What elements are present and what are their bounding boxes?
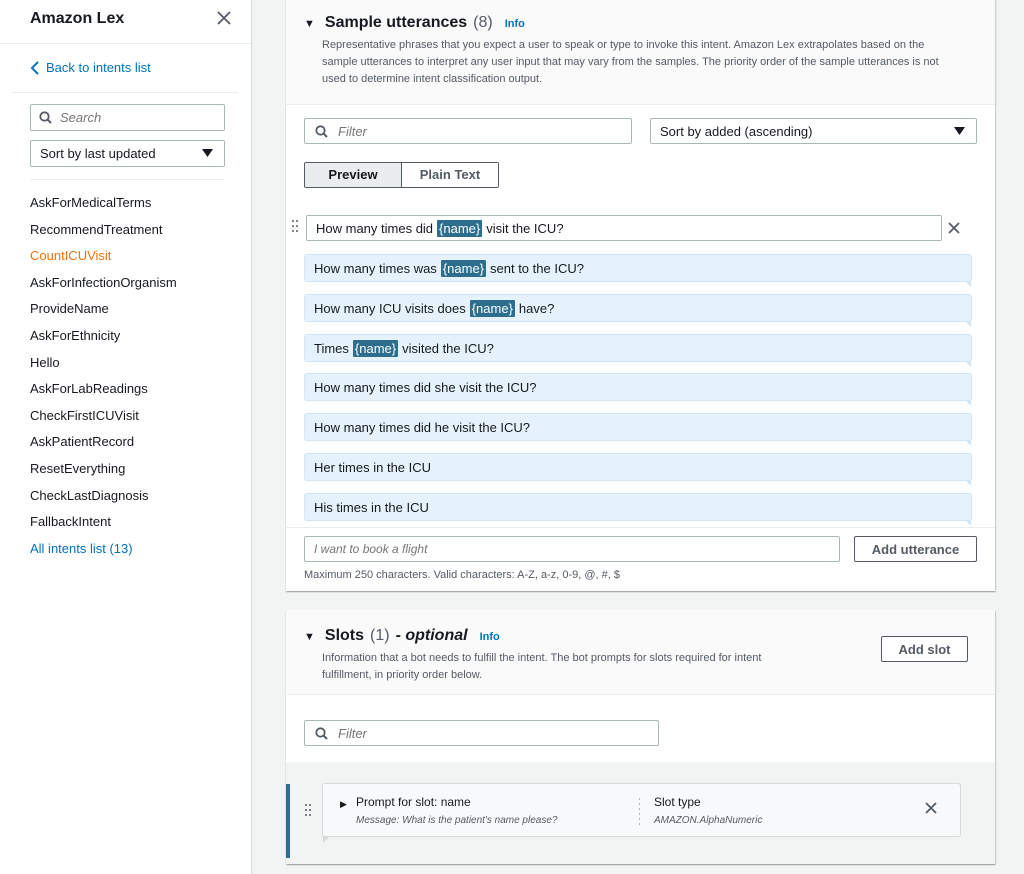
drag-handle-icon[interactable] [291, 219, 299, 233]
utterance-text: How many ICU visits does [314, 300, 466, 316]
intent-item[interactable]: FallbackIntent [30, 514, 111, 530]
utterance-text: sent to the ICU? [490, 260, 584, 276]
intent-item-active[interactable]: CountICUVisit [30, 248, 112, 264]
caret-down-icon [202, 149, 213, 157]
utterance-item[interactable] [304, 493, 972, 521]
section-description: Representative phrases that you expect a user to speak or type to invoke this intent. Amazon Lex extrapolates based on the sample utterances to interpret any user input that may vary from the samples. The priority order of the sample utterances is not used to determine intent classification output. [322, 39, 939, 85]
sidebar-sort-label: Sort by last updated [40, 146, 156, 161]
intent-item[interactable]: AskForEthnicity [30, 327, 121, 343]
utterance-list [286, 202, 995, 528]
search-icon [315, 727, 328, 740]
view-toggle [304, 162, 499, 188]
info-link[interactable]: Info [479, 631, 500, 643]
collapse-triangle-icon[interactable]: ▼ [304, 631, 315, 643]
close-icon[interactable] [214, 8, 234, 28]
divider [12, 92, 238, 93]
utterance-text: visited the ICU? [402, 340, 494, 356]
utterance-text: How many times did [316, 220, 434, 236]
utterance-text: How many times did he visit the ICU? [314, 419, 531, 435]
intent-item[interactable]: AskPatientRecord [30, 434, 135, 450]
slot-type-label: Slot type [654, 795, 701, 809]
collapse-triangle-icon[interactable]: ▼ [304, 18, 315, 30]
sample-utterances-heading [304, 14, 525, 32]
slot-prompt-label: Prompt for slot: name [356, 795, 471, 809]
utterance-count: (8) [473, 14, 493, 31]
new-utterance-input[interactable] [314, 542, 814, 556]
intent-item[interactable]: ResetEverything [30, 460, 126, 476]
slot-type-value: AMAZON.AlphaNumeric [654, 815, 763, 826]
add-slot-button[interactable]: Add slot [881, 636, 968, 662]
utterance-text: Times [314, 340, 349, 356]
intent-item[interactable]: AskForMedicalTerms [30, 195, 152, 210]
divider [639, 798, 640, 826]
utterance-text: visit the ICU? [486, 220, 564, 236]
utterance-item[interactable] [304, 413, 972, 441]
slot-filter[interactable] [304, 720, 659, 746]
expand-triangle-icon[interactable]: ▶ [340, 799, 347, 809]
sidebar-search[interactable] [30, 104, 225, 131]
sample-utterances-panel [286, 0, 995, 591]
slots-panel [286, 610, 995, 864]
new-utterance-field[interactable] [304, 536, 840, 562]
add-utterance-button[interactable]: Add utterance [854, 536, 977, 562]
intent-item[interactable]: ProvideName [30, 301, 109, 317]
utterance-item[interactable] [304, 294, 972, 322]
utterance-filter[interactable] [304, 118, 632, 144]
search-icon [315, 125, 328, 138]
intent-item[interactable]: CheckFirstICUVisit [30, 407, 139, 423]
info-link[interactable]: Info [504, 18, 525, 30]
drag-handle-icon[interactable] [304, 803, 312, 817]
section-title: Slots [324, 627, 365, 644]
back-link-label: Back to intents list [46, 60, 151, 75]
sidebar-sort-select[interactable] [30, 140, 225, 167]
sidebar-header [0, 0, 251, 44]
utterance-sort-label: Sort by added (ascending) [660, 123, 813, 139]
slot-row [286, 762, 995, 864]
intent-item[interactable]: Hello [30, 354, 60, 370]
utterance-sort-select[interactable] [650, 118, 977, 144]
utterance-item[interactable] [304, 373, 972, 401]
slot-chip: {name} [471, 300, 513, 316]
intent-item[interactable]: AskForInfectionOrganism [30, 274, 177, 290]
slot-chip: {name} [354, 340, 397, 356]
sidebar [0, 0, 252, 874]
slot-prompt-message: Message: What is the patient's name please? [356, 815, 558, 826]
tab-plain-text[interactable]: Plain Text [402, 163, 498, 187]
slot-accent-bar [286, 784, 290, 858]
intent-list [30, 194, 177, 566]
chevron-left-icon [30, 61, 40, 75]
close-icon[interactable] [946, 220, 962, 236]
intent-item[interactable]: RecommendTreatment [30, 221, 163, 237]
utterance-item[interactable] [304, 254, 972, 282]
close-icon[interactable] [924, 801, 938, 815]
section-title: Sample utterances [324, 14, 468, 31]
utterance-text: His times in the ICU [314, 499, 429, 515]
utterance-item[interactable] [304, 453, 972, 481]
slot-count: (1) [370, 627, 390, 644]
utterance-item[interactable] [304, 334, 972, 362]
sidebar-title: Amazon Lex [30, 10, 125, 27]
tab-preview[interactable]: Preview [305, 163, 402, 187]
intent-item[interactable]: AskForLabReadings [30, 381, 148, 397]
search-icon [39, 111, 52, 124]
back-to-intents-link[interactable] [30, 60, 151, 75]
slot-chip: {name} [442, 260, 485, 276]
optional-label: - optional [395, 627, 468, 644]
all-intents-link[interactable]: All intents list (13) [30, 540, 133, 556]
utterance-text: How many times did she visit the ICU? [314, 379, 537, 395]
utterance-filter-input[interactable] [338, 124, 588, 139]
divider [30, 179, 225, 180]
slot-card [322, 783, 961, 837]
sidebar-search-input[interactable] [60, 110, 210, 125]
utterance-edit-field[interactable] [306, 215, 942, 241]
section-description: Information that a bot needs to fulfill the intent. The bot prompts for slots required for intent fulfillment, in priority order below. [322, 652, 762, 681]
utterance-text: Her times in the ICU [314, 459, 432, 475]
utterance-hint: Maximum 250 characters. Valid characters: A-Z, a-z, 0-9, @, #, $ [304, 569, 621, 581]
slot-filter-input[interactable] [338, 726, 588, 741]
intent-item[interactable]: CheckLastDiagnosis [30, 487, 149, 503]
utterance-text: How many times was [314, 260, 437, 276]
slots-heading [304, 627, 500, 645]
slot-chip: {name} [439, 220, 481, 236]
caret-down-icon [954, 127, 965, 135]
utterance-text: have? [518, 300, 555, 316]
